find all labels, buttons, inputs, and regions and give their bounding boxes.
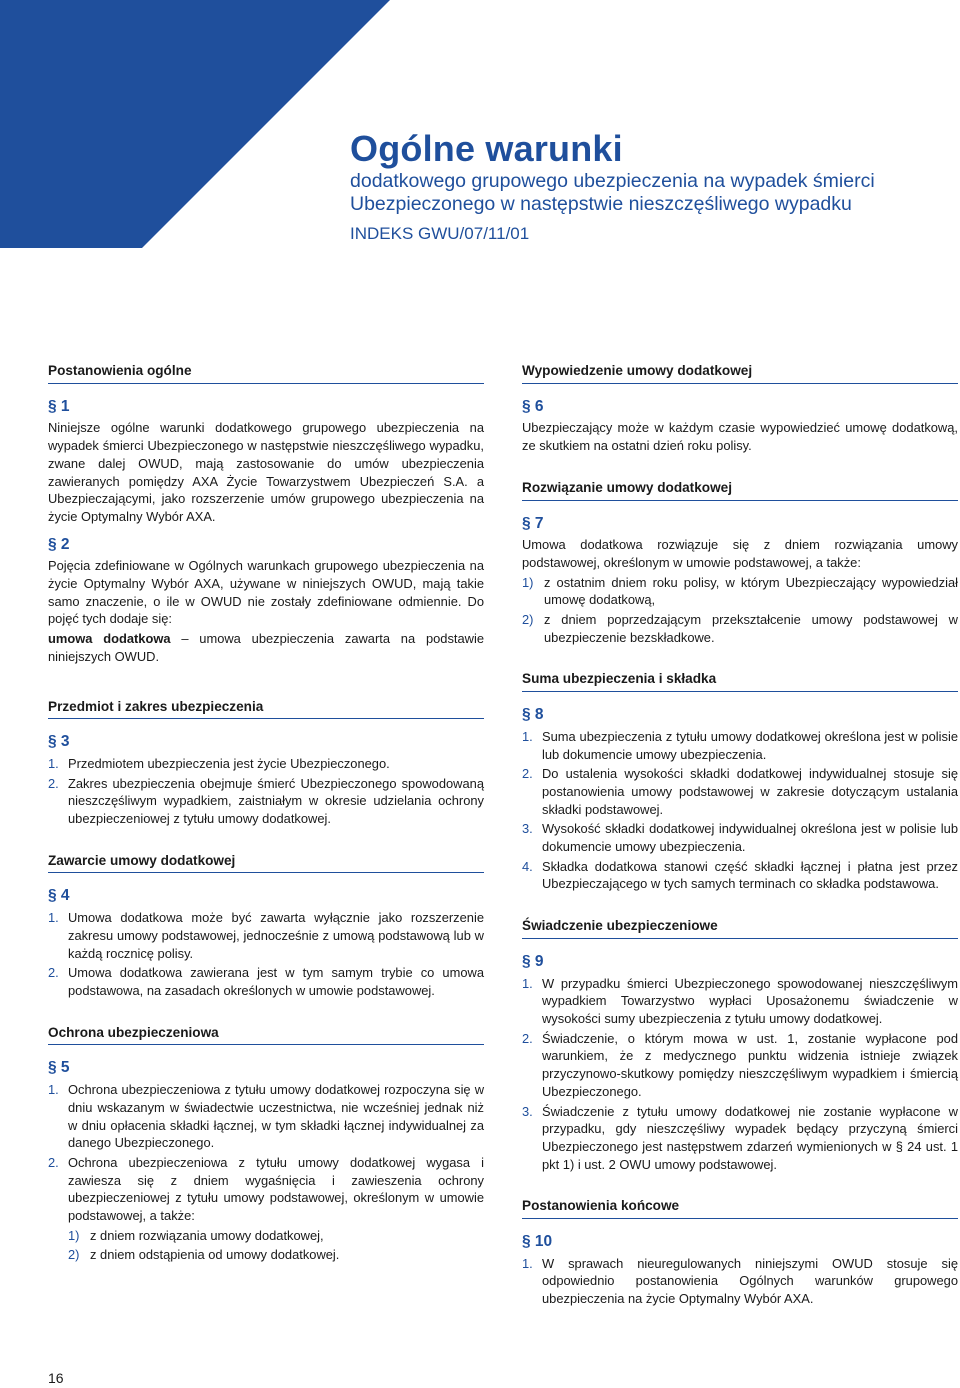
list-item xyxy=(522,1030,958,1101)
list-item xyxy=(48,909,484,962)
item-text: Do ustalenia wysokości składki dodatkowej indywidualnej stosuje się postanowienia umowy podstawowej w zakresie dotyczącym ustalania składki podstawowej. xyxy=(542,766,958,817)
item-number: 4. xyxy=(522,858,533,874)
list-item xyxy=(48,1081,484,1152)
item-number: 1. xyxy=(522,975,533,991)
subtitle-line-1: dodatkowego grupowego ubezpieczenia na wypadek śmierci xyxy=(350,170,875,192)
item-text: Przedmiotem ubezpieczenia jest życie Ubezpieczonego. xyxy=(68,755,390,771)
list-item xyxy=(522,728,958,763)
paragraph-mark-9: § 9 xyxy=(522,952,544,970)
section-heading-conclusion: Zawarcie umowy dodatkowej xyxy=(48,852,484,874)
item-text: Świadczenie, o którym mowa w ust. 1, zostanie wypłacone pod warunkiem, że z medycznego punktu widzenia istnieje związek przyczynowo-skutkowy pomiędzy nieszczęśliwym wypadkiem i śmiercią Ubezpieczonego. xyxy=(542,1030,958,1099)
section-heading-general: Postanowienia ogólne xyxy=(48,362,484,384)
sub-list-item xyxy=(48,1227,484,1245)
item-number: 2. xyxy=(48,1154,59,1170)
list-item xyxy=(522,820,958,855)
list-item xyxy=(48,964,484,999)
sub-item-text: z dniem odstąpienia od umowy dodatkowej. xyxy=(90,1247,340,1263)
section-heading-termination-notice: Wypowiedzenie umowy dodatkowej xyxy=(522,362,958,384)
item-text: Umowa dodatkowa zawierana jest w tym samym trybie co umowa podstawowa, na zasadach określonych w umowie podstawowej. xyxy=(68,965,484,998)
subtitle-line-2: Ubezpieczonego w następstwie nieszczęśliwego wypadku xyxy=(350,193,852,215)
item-number: 2. xyxy=(522,1030,533,1046)
item-number: 1. xyxy=(522,728,533,744)
sub-item-number: 2) xyxy=(522,612,534,628)
item-text: Ochrona ubezpieczeniowa z tytułu umowy dodatkowej rozpoczyna się w dniu wskazanym w świadectwie uczestnictwa, nie wcześniej jednak niż w dniu opłacenia składki łącznej, w tym składki łącznej indywidualnej za danego Ubezpieczonego. xyxy=(68,1082,484,1151)
item-number: 1. xyxy=(48,1082,59,1098)
section-heading-final: Postanowienia końcowe xyxy=(522,1197,958,1219)
list-item xyxy=(522,765,958,818)
item-number: 1. xyxy=(48,755,59,771)
header-banner-triangle xyxy=(0,0,390,248)
paragraph-mark-2: § 2 xyxy=(48,535,70,553)
sub-item-number: 1) xyxy=(522,574,534,590)
list-item xyxy=(48,775,484,828)
item-number: 2. xyxy=(48,775,59,791)
item-text: Zakres ubezpieczenia obejmuje śmierć Ubezpieczonego spowodowaną nieszczęśliwym wypadkiem, zaistniałym w okresie udzielania ochrony ubezpieczeniowej z tytułu umowy dodatkowej. xyxy=(68,775,484,827)
paragraph-mark-8: § 8 xyxy=(522,706,544,724)
item-text: Świadczenie z tytułu umowy dodatkowej nie zostanie wypłacone w przypadku, gdy nieszczęśliwy wypadek będący przyczyną śmierci Ubezpieczonego jest następstwem zdarzeń wymienionych w § 24 ust. 1 pkt 1) i ust. 2 OWU umowy podstawowej. xyxy=(542,1103,958,1172)
paragraph-2-text: Pojęcia zdefiniowane w Ogólnych warunkach grupowego ubezpieczenia na życie Optymalny Wybór AXA, używane w niniejszych OWUD, mają takie samo znaczenie, o ile w OWUD nie zostały zdefiniowane odmiennie. Do pojęć tych dodaje się: xyxy=(48,558,484,627)
paragraph-7-text: Umowa dodatkowa rozwiązuje się z dniem rozwiązania umowy podstawowej, określonym w umowie podstawowej, a także: xyxy=(522,537,958,570)
section-heading-dissolution: Rozwiązanie umowy dodatkowej xyxy=(522,479,958,501)
document-index: INDEKS GWU/07/11/01 xyxy=(350,224,530,243)
item-number: 2. xyxy=(48,965,59,981)
sub-item-text: z dniem poprzedzającym przekształcenie umowy podstawowej w ubezpieczenie bezskładkowe. xyxy=(544,612,958,645)
right-column xyxy=(522,362,958,1310)
item-number: 2. xyxy=(522,766,533,782)
list-item xyxy=(48,1154,484,1225)
list-item xyxy=(522,975,958,1028)
paragraph-mark-5: § 5 xyxy=(48,1059,70,1077)
page-title: Ogólne warunki xyxy=(350,128,623,169)
item-text: Składka dodatkowa stanowi część składki łącznej i płatna jest przez Ubezpieczającego w tych samych terminach co składka podstawowa. xyxy=(542,858,958,892)
paragraph-mark-10: § 10 xyxy=(522,1233,553,1251)
paragraph-mark-7: § 7 xyxy=(522,514,544,532)
paragraph-mark-3: § 3 xyxy=(48,733,70,751)
item-text: Wysokość składki dodatkowej indywidualnej określona jest w polisie lub dokumencie umowy ubezpieczenia. xyxy=(542,821,958,855)
item-number: 1. xyxy=(522,1255,533,1271)
paragraph-1-text: Niniejsze ogólne warunki dodatkowego grupowego ubezpieczenia na wypadek śmierci Ubezpieczonego w następstwie nieszczęśliwego wypadku, zwane dalej OWUD, mają zastosowanie do umów ubezpieczenia zawieranych pomiędzy AXA Życie Towarzystwem Ubezpieczeń S.A. a Ubezpieczającymi, jako rozszerzenie umów grupowego ubezpieczenia na życie Optymalny Wybór AXA. xyxy=(48,420,484,524)
sub-item-number: 2) xyxy=(68,1247,80,1263)
section-heading-sum-insured: Suma ubezpieczenia i składka xyxy=(522,670,958,692)
left-column xyxy=(48,362,484,1266)
sub-list-item xyxy=(522,611,958,646)
list-item xyxy=(522,1103,958,1174)
item-text: Umowa dodatkowa może być zawarta wyłącznie jako rozszerzenie zakresu umowy podstawowej, jednocześnie z umową podstawową lub w każdą rocznicę polisy. xyxy=(68,910,484,961)
item-text: W sprawach nieuregulowanych niniejszymi OWUD stosuje się odpowiednio postanowienia Ogólnych warunków grupowego ubezpieczenia na życie Optymalny Wybór AXA. xyxy=(542,1255,958,1307)
sub-item-text: z ostatnim dniem roku polisy, w którym Ubezpieczający wypowiedział umowę dodatkową, xyxy=(544,574,958,608)
item-number: 1. xyxy=(48,910,59,926)
list-item xyxy=(522,1255,958,1308)
paragraph-6-text: Ubezpieczający może w każdym czasie wypowiedzieć umowę dodatkową, ze skutkiem na ostatni dzień roku polisy. xyxy=(522,420,958,454)
section-heading-benefit: Świadczenie ubezpieczeniowe xyxy=(522,917,958,939)
item-number: 3. xyxy=(522,821,533,837)
paragraph-mark-6: § 6 xyxy=(522,397,544,415)
list-item xyxy=(522,858,958,893)
definition-term: umowa dodatkowa xyxy=(48,631,171,647)
item-number: 3. xyxy=(522,1103,533,1119)
paragraph-2-definition xyxy=(48,630,484,665)
paragraph-mark-1: § 1 xyxy=(48,397,70,415)
sub-list-item xyxy=(522,574,958,609)
page-number: 16 xyxy=(48,1370,64,1386)
section-heading-protection: Ochrona ubezpieczeniowa xyxy=(48,1024,484,1046)
sub-item-text: z dniem rozwiązania umowy dodatkowej, xyxy=(90,1227,324,1243)
list-item xyxy=(48,755,484,773)
sub-list-item xyxy=(48,1246,484,1264)
item-text: W przypadku śmierci Ubezpieczonego spowodowanej nieszczęśliwym wypadkiem Towarzystwo wypłaci Uposażonemu świadczenie w wysokości sumy ubezpieczenia z tytułu umowy dodatkowej. xyxy=(542,975,958,1026)
definition-text: – umowa ubezpieczenia zawarta na podstawie niniejszych OWUD. xyxy=(48,631,484,664)
page-subtitle xyxy=(350,170,875,216)
paragraph-mark-4: § 4 xyxy=(48,887,70,905)
section-heading-subject: Przedmiot i zakres ubezpieczenia xyxy=(48,698,484,720)
item-text: Ochrona ubezpieczeniowa z tytułu umowy dodatkowej wygasa i zawiesza się z dniem wygaśnięcia i zawieszenia ochrony ubezpieczeniowej z tytułu umowy podstawowej, określonym w umowie podstawowej, a także: xyxy=(68,1154,484,1224)
sub-item-number: 1) xyxy=(68,1227,80,1243)
item-text: Suma ubezpieczenia z tytułu umowy dodatkowej określona jest w polisie lub dokumencie umowy ubezpieczenia. xyxy=(542,728,958,762)
